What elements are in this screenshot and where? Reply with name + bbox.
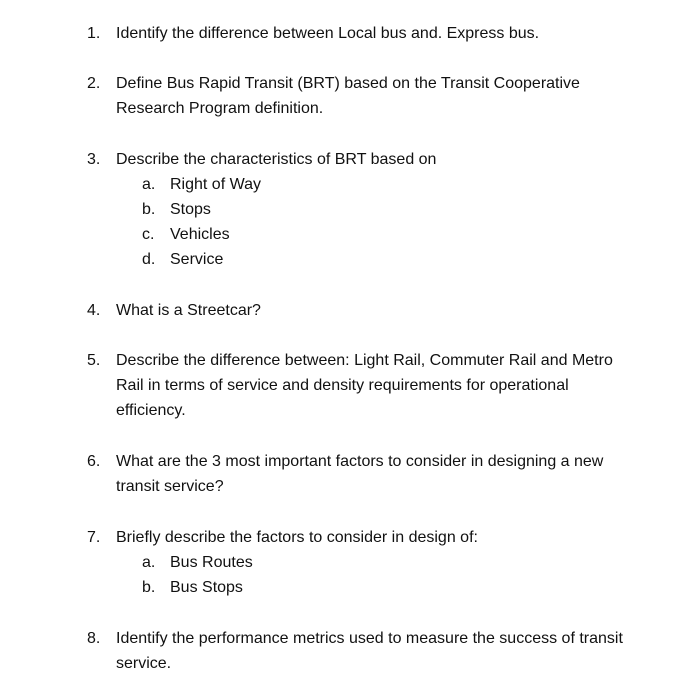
question-text: Describe the difference between: Light Rail, Commuter Rail and Metro Rail in terms of service and density requirements for operational efficiency.: [116, 352, 613, 419]
subitem-text: Right of Way: [170, 176, 261, 193]
subitem-letter: a.: [142, 554, 156, 571]
question-text: Describe the characteristics of BRT based on: [116, 151, 437, 168]
question-text: Identify the difference between Local bus and. Express bus.: [116, 25, 540, 42]
question-number: 4.: [87, 302, 101, 319]
subitem-text: Bus Stops: [170, 579, 243, 596]
question-text: What is a Streetcar?: [116, 302, 261, 319]
question-number: 2.: [87, 75, 101, 92]
question-number: 1.: [87, 25, 101, 42]
subitem-letter: a.: [142, 176, 156, 193]
question-number: 6.: [87, 453, 101, 470]
question-number: 8.: [87, 630, 101, 647]
question-text: What are the 3 most important factors to consider in designing a new transit service?: [116, 453, 604, 495]
subitem-7a: [0, 550, 684, 575]
subitem-3a: [0, 172, 684, 197]
question-text: Define Bus Rapid Transit (BRT) based on the Transit Cooperative Research Program definition.: [116, 75, 580, 117]
subitem-text: Stops: [170, 201, 211, 218]
subitem-text: Service: [170, 251, 224, 268]
subitem-text: Vehicles: [170, 226, 230, 243]
subitem-3d: [0, 247, 684, 272]
question-text: Identify the performance metrics used to measure the success of transit service.: [116, 630, 623, 672]
subitem-3b: [0, 197, 684, 222]
question-number: 7.: [87, 529, 101, 546]
subitem-text: Bus Routes: [170, 554, 253, 571]
subitem-7b: [0, 575, 684, 600]
question-number: 3.: [87, 151, 101, 168]
subitem-letter: b.: [142, 201, 156, 218]
subitem-letter: d.: [142, 251, 156, 268]
question-number: 5.: [87, 352, 101, 369]
subitem-letter: c.: [142, 226, 155, 243]
subitem-3c: [0, 222, 684, 247]
question-text: Briefly describe the factors to consider in design of:: [116, 529, 478, 546]
subitem-letter: b.: [142, 579, 156, 596]
